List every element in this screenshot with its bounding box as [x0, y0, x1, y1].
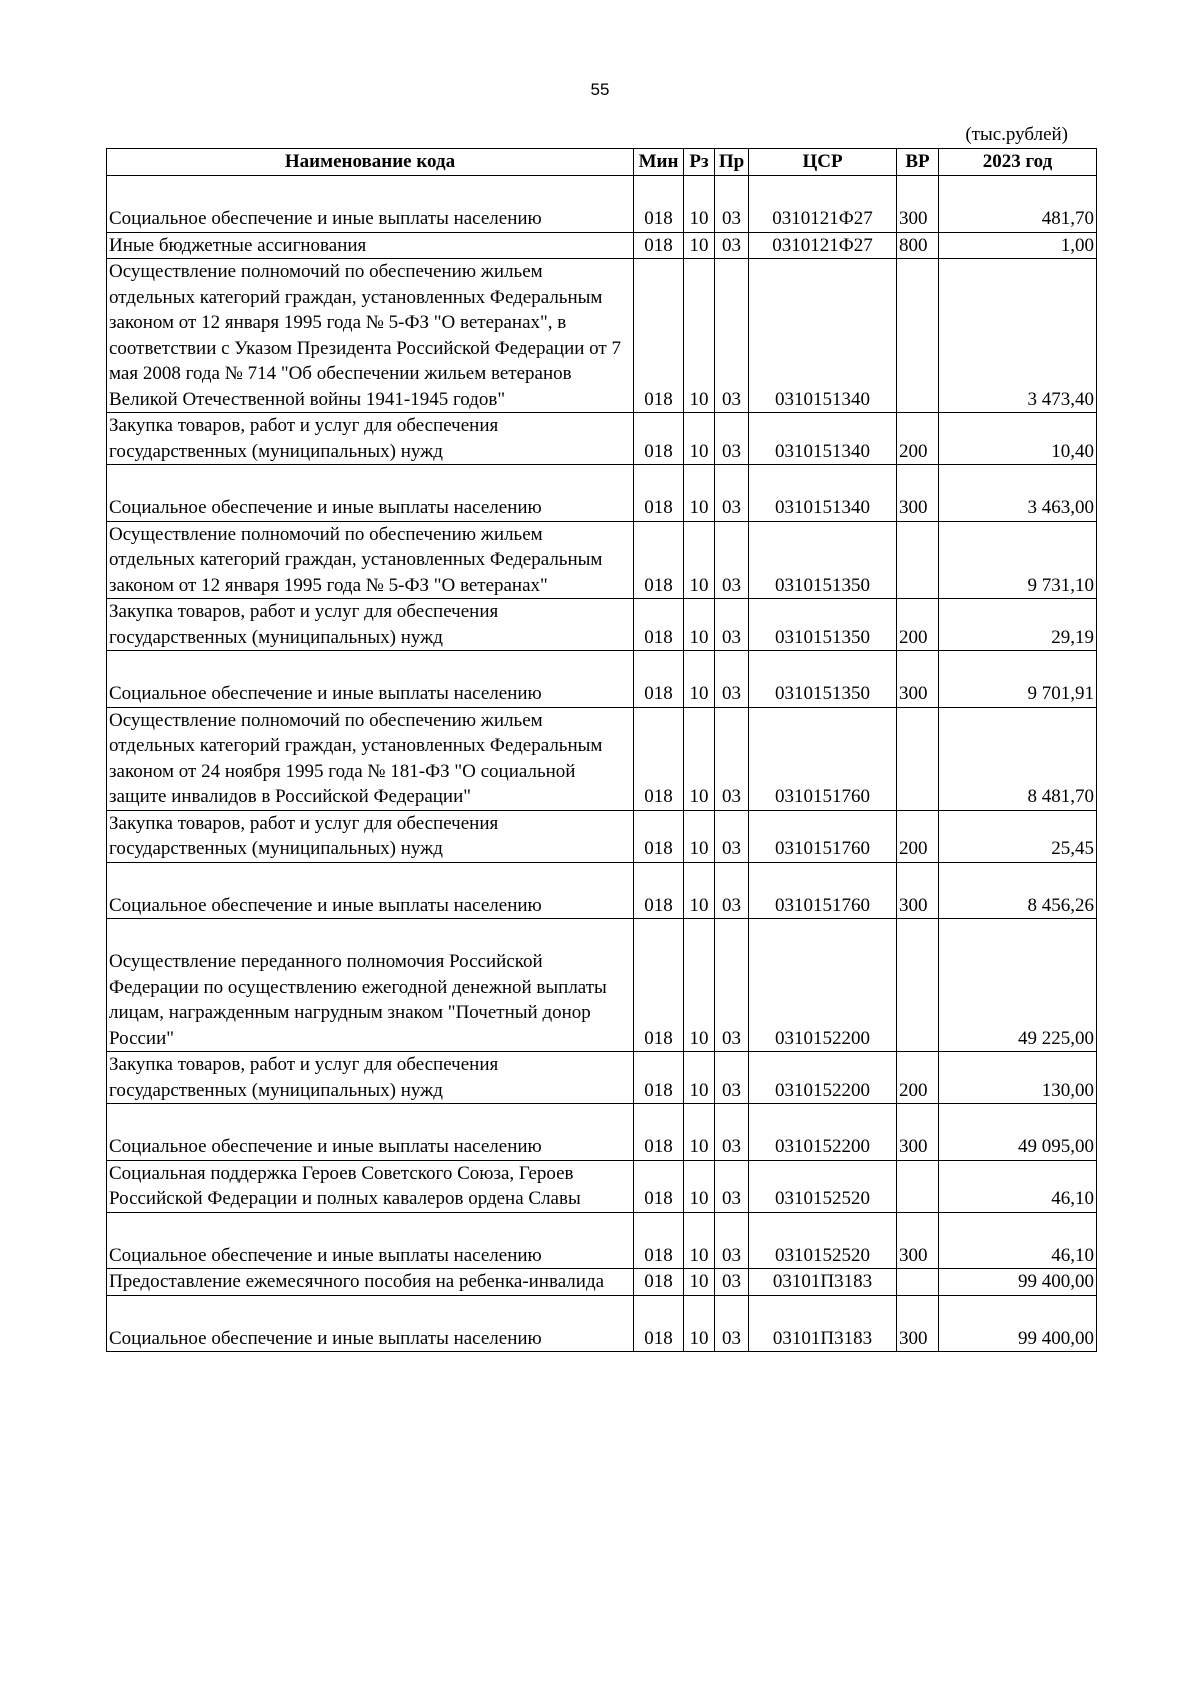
cell-rz: 10: [684, 521, 715, 599]
cell-pr: 03: [715, 1160, 749, 1212]
cell-rz: 10: [684, 810, 715, 862]
cell-name: Осуществление переданного полномочия Российской Федерации по осуществлению ежегодной денежной выплаты лицам, награжденным нагрудным знаком "Почетный донор России": [107, 919, 634, 1052]
cell-name: Социальное обеспечение и иные выплаты населению: [107, 1212, 634, 1269]
header-rz: Рз: [684, 149, 715, 176]
cell-amount: 9 731,10: [939, 521, 1097, 599]
cell-name: Осуществление полномочий по обеспечению жильем отдельных категорий граждан, установленных Федеральным законом от 12 января 1995 года № 5-ФЗ "О ветеранах", в соответствии с Указом Президента Российской Федерации от 7 мая 2008 года № 714 "Об обеспечении жильем ветеранов Великой Отечественной войны 1941-1945 годов": [107, 259, 634, 413]
cell-rz: 10: [684, 176, 715, 233]
cell-amount: 99 400,00: [939, 1295, 1097, 1352]
cell-pr: 03: [715, 1269, 749, 1296]
cell-csr: 0310152520: [749, 1160, 897, 1212]
table-row: [107, 1212, 1097, 1269]
cell-name: Социальное обеспечение и иные выплаты населению: [107, 176, 634, 233]
table-row: [107, 810, 1097, 862]
table-row: [107, 176, 1097, 233]
cell-amount: 9 701,91: [939, 651, 1097, 708]
cell-csr: 0310151350: [749, 599, 897, 651]
table-row: [107, 919, 1097, 1052]
cell-amount: 25,45: [939, 810, 1097, 862]
cell-amount: 29,19: [939, 599, 1097, 651]
table-header: [107, 149, 1097, 176]
cell-amount: 49 095,00: [939, 1104, 1097, 1161]
cell-pr: 03: [715, 862, 749, 919]
cell-min: 018: [634, 521, 684, 599]
cell-min: 018: [634, 651, 684, 708]
cell-name: Закупка товаров, работ и услуг для обеспечения государственных (муниципальных) нужд: [107, 1052, 634, 1104]
cell-csr: 0310151340: [749, 413, 897, 465]
table-row: [107, 599, 1097, 651]
cell-rz: 10: [684, 1160, 715, 1212]
header-year: 2023 год: [939, 149, 1097, 176]
page-number: 55: [590, 80, 610, 99]
cell-rz: 10: [684, 651, 715, 708]
cell-vr: [897, 259, 939, 413]
cell-amount: 46,10: [939, 1160, 1097, 1212]
header-csr: ЦСР: [749, 149, 897, 176]
cell-pr: 03: [715, 599, 749, 651]
cell-amount: 481,70: [939, 176, 1097, 233]
cell-vr: 300: [897, 176, 939, 233]
cell-amount: 10,40: [939, 413, 1097, 465]
cell-rz: 10: [684, 259, 715, 413]
cell-csr: 0310121Ф27: [749, 176, 897, 233]
cell-rz: 10: [684, 919, 715, 1052]
cell-amount: 8 481,70: [939, 707, 1097, 810]
cell-min: 018: [634, 599, 684, 651]
cell-name: Закупка товаров, работ и услуг для обеспечения государственных (муниципальных) нужд: [107, 810, 634, 862]
cell-min: 018: [634, 919, 684, 1052]
cell-csr: 0310121Ф27: [749, 232, 897, 259]
cell-name: Осуществление полномочий по обеспечению жильем отдельных категорий граждан, установленных Федеральным законом от 24 ноября 1995 года № 181-ФЗ "О социальной защите инвалидов в Российской Федерации": [107, 707, 634, 810]
cell-min: 018: [634, 465, 684, 522]
cell-rz: 10: [684, 1295, 715, 1352]
cell-rz: 10: [684, 1269, 715, 1296]
cell-name: Социальное обеспечение и иные выплаты населению: [107, 862, 634, 919]
cell-rz: 10: [684, 232, 715, 259]
header-vr: ВР: [897, 149, 939, 176]
cell-rz: 10: [684, 862, 715, 919]
cell-pr: 03: [715, 810, 749, 862]
table-row: [107, 465, 1097, 522]
cell-min: 018: [634, 232, 684, 259]
table-row: [107, 862, 1097, 919]
header-name: Наименование кода: [107, 149, 634, 176]
table-row: [107, 1104, 1097, 1161]
cell-csr: 0310151760: [749, 862, 897, 919]
cell-rz: 10: [684, 413, 715, 465]
cell-pr: 03: [715, 465, 749, 522]
cell-vr: [897, 919, 939, 1052]
cell-amount: 1,00: [939, 232, 1097, 259]
cell-pr: 03: [715, 232, 749, 259]
cell-pr: 03: [715, 521, 749, 599]
cell-rz: 10: [684, 599, 715, 651]
cell-vr: [897, 521, 939, 599]
cell-vr: 300: [897, 1104, 939, 1161]
cell-min: 018: [634, 810, 684, 862]
cell-amount: 49 225,00: [939, 919, 1097, 1052]
table-body: [107, 176, 1097, 1352]
cell-name: Социальное обеспечение и иные выплаты населению: [107, 465, 634, 522]
cell-min: 018: [634, 1052, 684, 1104]
cell-name: Социальное обеспечение и иные выплаты населению: [107, 1295, 634, 1352]
cell-pr: 03: [715, 1052, 749, 1104]
cell-csr: 0310151760: [749, 810, 897, 862]
cell-vr: 200: [897, 599, 939, 651]
cell-csr: 0310151350: [749, 651, 897, 708]
cell-csr: 03101П3183: [749, 1269, 897, 1296]
cell-rz: 10: [684, 1104, 715, 1161]
cell-min: 018: [634, 862, 684, 919]
cell-vr: 200: [897, 413, 939, 465]
cell-rz: 10: [684, 1212, 715, 1269]
cell-min: 018: [634, 1160, 684, 1212]
cell-rz: 10: [684, 465, 715, 522]
cell-csr: 0310152200: [749, 919, 897, 1052]
table-row: [107, 259, 1097, 413]
budget-table: [106, 148, 1097, 1352]
header-pr: Пр: [715, 149, 749, 176]
cell-pr: 03: [715, 1212, 749, 1269]
cell-csr: 0310151340: [749, 465, 897, 522]
cell-csr: 0310152520: [749, 1212, 897, 1269]
header-min: Мин: [634, 149, 684, 176]
cell-name: Социальная поддержка Героев Советского Союза, Героев Российской Федерации и полных кавалеров ордена Славы: [107, 1160, 634, 1212]
cell-csr: 0310151350: [749, 521, 897, 599]
cell-amount: 8 456,26: [939, 862, 1097, 919]
cell-csr: 03101П3183: [749, 1295, 897, 1352]
cell-name: Закупка товаров, работ и услуг для обеспечения государственных (муниципальных) нужд: [107, 413, 634, 465]
cell-amount: 130,00: [939, 1052, 1097, 1104]
cell-min: 018: [634, 1104, 684, 1161]
cell-vr: 200: [897, 1052, 939, 1104]
cell-vr: 300: [897, 862, 939, 919]
units-label: (тыс.рублей): [965, 124, 1068, 145]
table-row: [107, 232, 1097, 259]
cell-vr: [897, 1269, 939, 1296]
cell-pr: 03: [715, 919, 749, 1052]
cell-vr: [897, 707, 939, 810]
cell-rz: 10: [684, 707, 715, 810]
cell-csr: 0310152200: [749, 1052, 897, 1104]
cell-min: 018: [634, 176, 684, 233]
cell-min: 018: [634, 1295, 684, 1352]
cell-name: Осуществление полномочий по обеспечению жильем отдельных категорий граждан, установленных Федеральным законом от 12 января 1995 года № 5-ФЗ "О ветеранах": [107, 521, 634, 599]
cell-min: 018: [634, 1269, 684, 1296]
cell-amount: 3 463,00: [939, 465, 1097, 522]
cell-pr: 03: [715, 1295, 749, 1352]
table-row: [107, 521, 1097, 599]
cell-csr: 0310151340: [749, 259, 897, 413]
cell-min: 018: [634, 413, 684, 465]
cell-rz: 10: [684, 1052, 715, 1104]
cell-pr: 03: [715, 176, 749, 233]
cell-vr: 200: [897, 810, 939, 862]
cell-amount: 3 473,40: [939, 259, 1097, 413]
table-row: [107, 1269, 1097, 1296]
table-row: [107, 1295, 1097, 1352]
table-row: [107, 707, 1097, 810]
cell-vr: 300: [897, 651, 939, 708]
cell-name: Социальное обеспечение и иные выплаты населению: [107, 1104, 634, 1161]
cell-vr: 300: [897, 465, 939, 522]
cell-pr: 03: [715, 1104, 749, 1161]
cell-vr: [897, 1160, 939, 1212]
cell-amount: 99 400,00: [939, 1269, 1097, 1296]
table-row: [107, 651, 1097, 708]
cell-name: Социальное обеспечение и иные выплаты населению: [107, 651, 634, 708]
cell-name: Иные бюджетные ассигнования: [107, 232, 634, 259]
cell-name: Предоставление ежемесячного пособия на ребенка-инвалида: [107, 1269, 634, 1296]
table-row: [107, 413, 1097, 465]
cell-pr: 03: [715, 413, 749, 465]
cell-name: Закупка товаров, работ и услуг для обеспечения государственных (муниципальных) нужд: [107, 599, 634, 651]
cell-csr: 0310152200: [749, 1104, 897, 1161]
cell-min: 018: [634, 707, 684, 810]
cell-amount: 46,10: [939, 1212, 1097, 1269]
cell-min: 018: [634, 259, 684, 413]
cell-vr: 300: [897, 1295, 939, 1352]
header-row: [107, 149, 1097, 176]
cell-pr: 03: [715, 707, 749, 810]
cell-vr: 800: [897, 232, 939, 259]
cell-min: 018: [634, 1212, 684, 1269]
cell-csr: 0310151760: [749, 707, 897, 810]
cell-pr: 03: [715, 259, 749, 413]
table-row: [107, 1052, 1097, 1104]
table-row: [107, 1160, 1097, 1212]
cell-vr: 300: [897, 1212, 939, 1269]
cell-pr: 03: [715, 651, 749, 708]
